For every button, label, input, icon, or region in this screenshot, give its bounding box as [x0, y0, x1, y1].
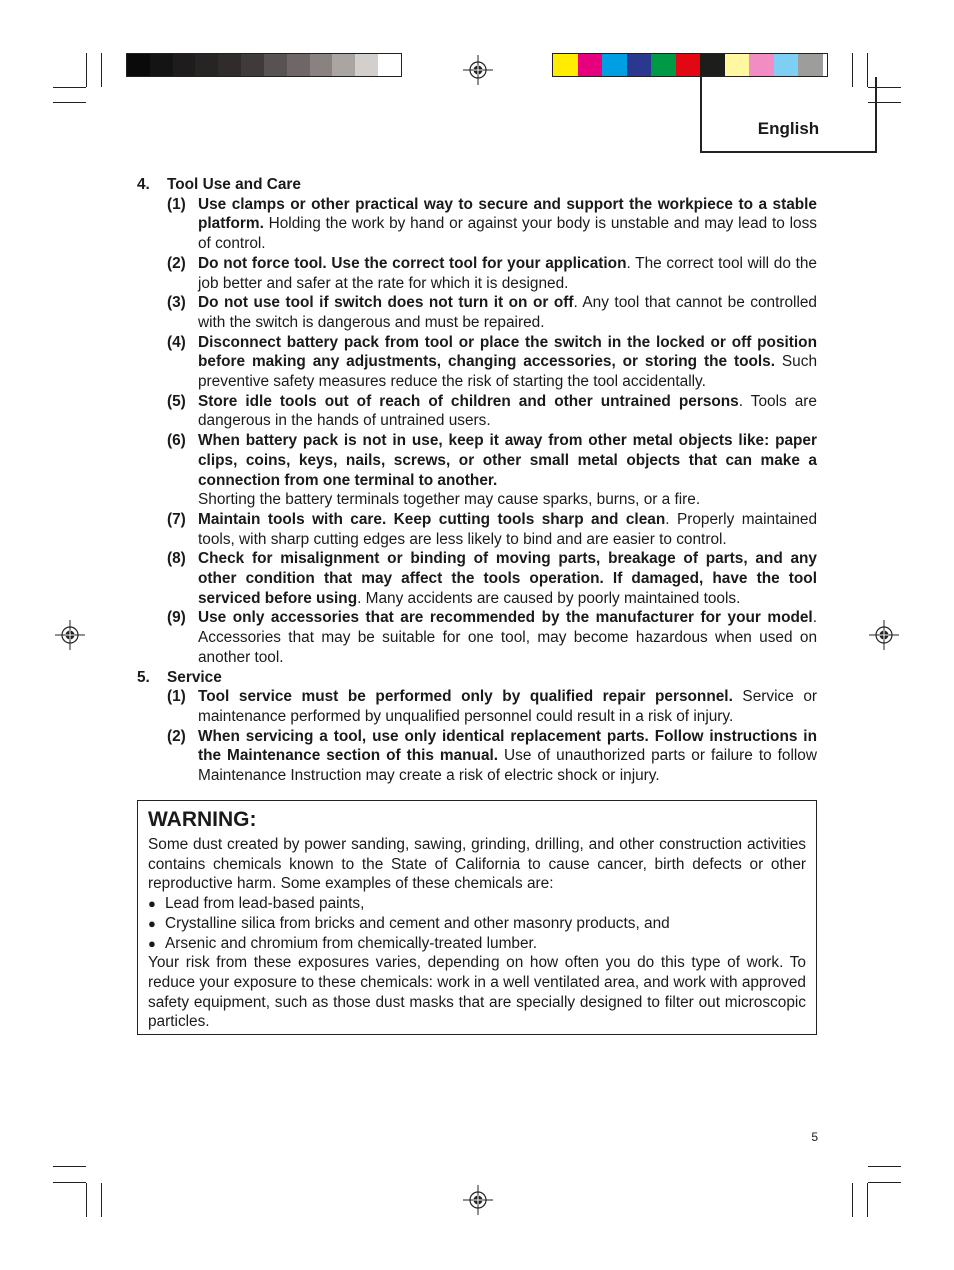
- list-item: [167, 687, 817, 726]
- crop-mark: [53, 1166, 86, 1167]
- bullet-icon: ●: [148, 915, 156, 931]
- color-swatch: [264, 54, 287, 76]
- bullet-icon: ●: [148, 896, 156, 912]
- item-number: (1): [167, 688, 186, 706]
- list-item: [167, 608, 817, 667]
- crop-mark: [868, 1166, 901, 1167]
- color-swatch: [602, 54, 627, 76]
- registration-target-icon: [463, 55, 493, 85]
- item-number: (1): [167, 195, 186, 213]
- crop-mark: [101, 53, 102, 87]
- item-text: Such preventive safety measures reduce the risk of starting the tool accidentally.: [198, 353, 818, 391]
- language-label: English: [757, 119, 820, 138]
- warning-intro: Some dust created by power sanding, sawing, grinding, drilling, and other construction activities contains chemicals known to the State of California to cause cancer, birth defects or other reproductive harm. Some examples of these chemicals are:: [148, 836, 806, 893]
- color-swatch: [310, 54, 333, 76]
- crop-mark: [101, 1183, 102, 1217]
- color-swatch: [676, 54, 701, 76]
- list-item: [167, 293, 817, 332]
- item-bold-text: Use only accessories that are recommended by the manufacturer for your model: [198, 609, 813, 627]
- color-swatch: [241, 54, 264, 76]
- section-number: 4.: [137, 176, 150, 193]
- crop-mark: [53, 1182, 86, 1183]
- item-text: . Any tool that cannot be controlled with the switch is dangerous and must be repaired.: [198, 294, 817, 331]
- instruction-list: [137, 175, 817, 786]
- item-text: . Tools are dangerous in the hands of untrained users.: [198, 392, 817, 430]
- item-bold-text: Maintain tools with care. Keep cutting tools sharp and clean: [198, 510, 666, 528]
- warning-outro: Your risk from these exposures varies, depending on how often you do this type of work. To reduce your exposure to these chemicals: work in a well ventilated area, and work with approved safety equipment, such as those dust masks that are specially designed to filter out microscopic particles.: [148, 954, 806, 1031]
- section-number: 5.: [137, 668, 150, 686]
- item-extra-text: Shorting the battery terminals together may cause sparks, burns, or a fire.: [198, 491, 701, 509]
- item-number: (2): [167, 254, 186, 272]
- list-item: [167, 431, 817, 510]
- item-number: (4): [167, 333, 186, 351]
- color-swatch: [150, 54, 173, 76]
- section-title: Service: [167, 668, 222, 686]
- color-swatch: [553, 54, 578, 76]
- warning-bullet-item: [148, 894, 806, 914]
- bullet-icon: ●: [148, 935, 156, 951]
- crop-mark: [53, 102, 86, 103]
- item-text: Use of unauthorized parts or failure to follow Maintenance Instruction may create a risk of electric shock or injury.: [198, 747, 817, 785]
- color-swatch: [798, 54, 823, 76]
- item-text: Service or maintenance performed by unqualified personnel could result in a risk of injury.: [198, 688, 818, 725]
- item-bold-text: Do not force tool. Use the correct tool for your application: [198, 254, 627, 272]
- crop-mark: [868, 1182, 901, 1183]
- color-swatch: [749, 54, 774, 76]
- color-swatch: [700, 54, 725, 76]
- item-text: . The correct tool will do the job better and safer at the rate for which it is designed.: [198, 254, 817, 292]
- crop-mark: [86, 53, 87, 87]
- crop-mark: [867, 1183, 868, 1217]
- list-item: [167, 549, 817, 608]
- item-bold-text: When servicing a tool, use only identical replacement parts. Follow instructions in the Maintenance section of this manual.: [198, 727, 817, 765]
- color-swatch: [651, 54, 676, 76]
- registration-target-icon: [869, 620, 899, 650]
- item-number: (3): [167, 294, 186, 312]
- item-text: . Many accidents are caused by poorly maintained tools.: [357, 589, 741, 607]
- item-number: (9): [167, 609, 186, 627]
- color-swatch: [173, 54, 196, 76]
- item-text: Holding the work by hand or against your body is unstable and may lead to loss of control.: [198, 215, 817, 253]
- crop-mark: [86, 1183, 87, 1217]
- list-item: [167, 392, 817, 431]
- item-bold-text: Do not use tool if switch does not turn it on or off: [198, 294, 574, 312]
- item-bold-text: Check for misalignment or binding of moving parts, breakage of parts, and any other condition that may affect the tools operation. If damaged, have the tool serviced before using: [198, 550, 817, 607]
- color-swatch: [725, 54, 750, 76]
- list-item: [167, 254, 817, 293]
- registration-target-icon: [55, 620, 85, 650]
- item-bold-text: Disconnect battery pack from tool or place the switch in the locked or off position before making any adjustments, changing accessories, or storing the tools.: [198, 333, 817, 371]
- warning-bullet-list: [148, 894, 806, 953]
- section: [137, 668, 817, 786]
- warning-title: WARNING:: [148, 808, 257, 831]
- warning-bullet-item: [148, 914, 806, 934]
- language-tab: [700, 77, 877, 153]
- process-color-bar: [552, 53, 828, 77]
- list-item: [167, 333, 817, 392]
- color-swatch: [627, 54, 652, 76]
- warning-bullet-text: Lead from lead-based paints,: [165, 895, 365, 913]
- warning-bullet-text: Crystalline silica from bricks and cement and other masonry products, and: [165, 914, 670, 932]
- color-swatch: [378, 54, 401, 76]
- grayscale-bar: [126, 53, 402, 77]
- page-number: 5: [811, 1130, 818, 1144]
- warning-bullet-item: [148, 934, 806, 954]
- item-bold-text: Tool service must be performed only by qualified repair personnel.: [198, 688, 733, 706]
- crop-mark: [852, 1183, 853, 1217]
- warning-box: [137, 800, 817, 1035]
- color-swatch: [287, 54, 310, 76]
- list-item: [167, 195, 817, 254]
- list-item: [167, 510, 817, 549]
- item-bold-text: Store idle tools out of reach of children and other untrained persons: [198, 392, 739, 410]
- color-swatch: [578, 54, 603, 76]
- section: [137, 175, 817, 668]
- color-swatch: [774, 54, 799, 76]
- color-swatch: [127, 54, 150, 76]
- item-number: (8): [167, 550, 186, 568]
- item-bold-text: When battery pack is not in use, keep it away from other metal objects like: paper clips, coins, keys, nails, screws, or other small metal objects that can make a connection from one terminal to another.: [198, 432, 817, 489]
- color-swatch: [195, 54, 218, 76]
- color-swatch: [355, 54, 378, 76]
- crop-mark: [53, 87, 86, 88]
- list-item: [167, 727, 817, 786]
- warning-bullet-text: Arsenic and chromium from chemically-treated lumber.: [165, 934, 538, 952]
- item-number: (6): [167, 432, 186, 450]
- item-number: (7): [167, 510, 186, 528]
- registration-target-icon: [463, 1185, 493, 1215]
- color-swatch: [332, 54, 355, 76]
- item-text: . Accessories that may be suitable for one tool, may become hazardous when used on another tool.: [198, 609, 817, 666]
- item-bold-text: Use clamps or other practical way to secure and support the workpiece to a stable platform.: [198, 195, 817, 233]
- item-text: . Properly maintained tools, with sharp cutting edges are less likely to bind and are easier to control.: [198, 510, 818, 548]
- item-number: (5): [167, 392, 186, 410]
- section-title: Tool Use and Care: [167, 176, 301, 193]
- color-swatch: [218, 54, 241, 76]
- item-number: (2): [167, 727, 186, 745]
